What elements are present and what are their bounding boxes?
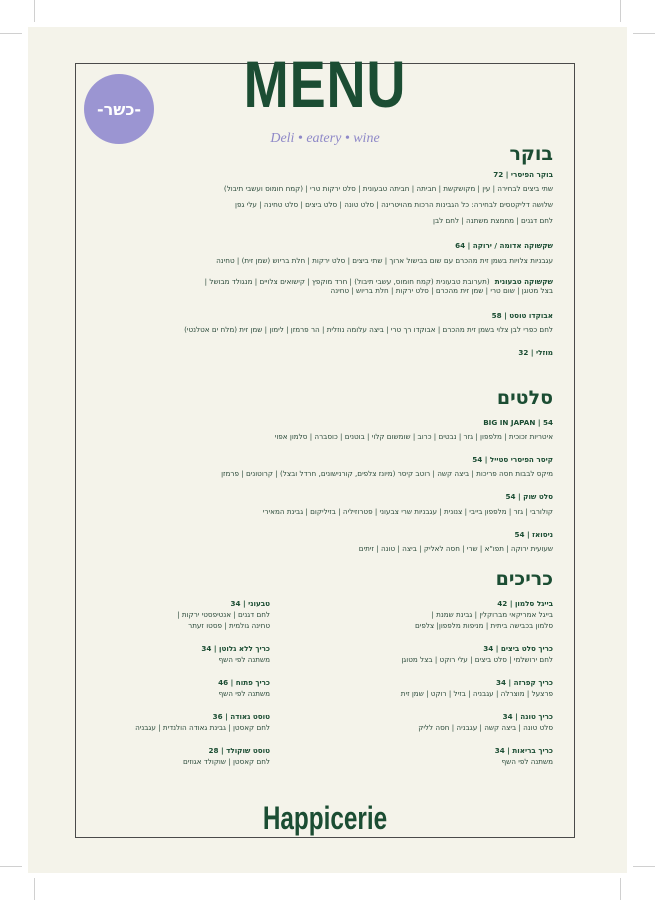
menu-subtitle: Deli • eatery • wine bbox=[270, 131, 380, 146]
menu-item-desc: לחם ירושלמי | סלט ביצים | עלי רוקט | בצל מטוגן bbox=[401, 655, 553, 664]
menu-item-desc: לחם קאסטן | שוקולד אגוזים bbox=[182, 757, 270, 766]
menu-item-name: כריך טונה | 34 bbox=[502, 712, 553, 721]
menu-item-name: מוזלי | 32 bbox=[518, 348, 553, 357]
menu-item-desc: משתנה לפי השף bbox=[218, 689, 270, 698]
menu-item-desc: פרצעל | מוצרלה | עגבניה | בזיל | רוקט | שמן זית bbox=[400, 689, 553, 698]
menu-item-desc: משתנה לפי השף bbox=[218, 655, 270, 664]
menu-item-desc: סלמון בכבישה ביתית | מניפות מלפפון| צלפים bbox=[414, 621, 553, 630]
menu-item-name: טבעוני | 34 bbox=[230, 599, 270, 608]
menu-item-name: כריך בריאות | 34 bbox=[494, 746, 553, 755]
menu-item-desc: (תערובת טבעונית (קמח חומוס, עשבי תיבול) | חרד מוקפץ | קישואים צלויים | מנגולד מבושל | bbox=[204, 277, 490, 286]
menu-item-name: כריך קפרזה | 34 bbox=[496, 678, 553, 687]
crop-mark bbox=[620, 0, 621, 22]
crop-mark bbox=[34, 0, 35, 22]
menu-item-desc: טחינה גולמית | פסטו זעתר bbox=[188, 621, 270, 630]
menu-item-desc: בצל מטוגן | שום טרי | שמן זית מהכרם | סלט ירקות | חלת בריוש | טחינה bbox=[330, 286, 553, 295]
section-title-salads: סלטים bbox=[496, 387, 553, 409]
menu-item-desc: לחם דגנים | מחמצת משתנה | לחם לבן bbox=[433, 216, 553, 225]
menu-item-name: שקשוקה טבעונית bbox=[494, 277, 553, 286]
menu-item-name: כריך ללא גלוטן | 34 bbox=[201, 644, 270, 653]
menu-item-desc: בייגל אמריקאי מברוקלין | גבינת שמנת | bbox=[431, 610, 553, 619]
menu-item-name: טוסט גאודה | 36 bbox=[212, 712, 270, 721]
menu-item-name: שקשוקה אדומה / ירוקה | 64 bbox=[455, 241, 553, 250]
menu-item-name: כריך פתוח | 46 bbox=[218, 678, 270, 687]
crop-mark bbox=[0, 866, 22, 867]
crop-mark bbox=[34, 878, 35, 900]
crop-mark bbox=[620, 878, 621, 900]
menu-item-name: טוסט שוקולד | 28 bbox=[208, 746, 270, 755]
menu-item-desc: סלט טונה | ביצה קשה | עגבניה | חסה לליק bbox=[418, 723, 553, 732]
menu-item-name: כריך סלט ביצים | 34 bbox=[483, 644, 553, 653]
menu-title: MENU bbox=[243, 47, 407, 121]
menu-item-desc: איטריות זכוכית | מלפפון | גזר | נבטים | כרוב | שומשום קלוי | בוטנים | כוסברה | סלמון אפוי bbox=[274, 432, 553, 441]
menu-item-desc: שתי ביצים לבחירה | עין | מקושקשת | חביתה | חביתה טבעונית | סלט ירקות טרי | (קמח חומוס ועשבי תיבול) bbox=[223, 184, 553, 193]
menu-item-desc: עגבניות צלויות בשמן זית מהכרם עם שום בבישול ארוך | שתי ביצים | סלט ירקות | חלת בריוש (שמן זית) | טחינה bbox=[216, 256, 553, 265]
menu-item-name: אבוקדו טוסט | 58 bbox=[491, 311, 553, 320]
menu-item-desc: שעועית ירוקה | תפו"א | שרי | חסה לאליק | ביצה | טונה | זיתים bbox=[358, 544, 553, 553]
menu-item-name: ניסואז | 54 bbox=[514, 530, 553, 539]
menu-item-desc: משתנה לפי השף bbox=[501, 757, 553, 766]
menu-item-name: BIG IN JAPAN | 54 bbox=[483, 418, 553, 427]
menu-item-desc: לחם כפרי לבן צלוי בשמן זית מהכרם | אבוקדו רך טרי | ביצה עלומה נוזלית | הר פרמזן | לימון | שמן זית (מלח ים אטלנטי) bbox=[184, 325, 553, 334]
section-title-morning: בוקר bbox=[509, 143, 553, 165]
menu-item-name: סלט שוק | 54 bbox=[505, 492, 553, 501]
menu-item-desc: לחם קאסטן | גבינת גאודה הולנדית | עגבניה bbox=[135, 723, 270, 732]
sandwich-column-right bbox=[353, 598, 553, 767]
sandwich-column-left bbox=[120, 598, 270, 767]
kosher-label: -כשר- bbox=[96, 99, 142, 119]
menu-item-name: קיסר הפיסרי סטייל | 54 bbox=[472, 455, 553, 464]
crop-mark bbox=[0, 33, 22, 34]
section-title-sandwiches: כריכים bbox=[495, 568, 553, 590]
menu-item-name: בייגל סלמון | 42 bbox=[497, 599, 553, 608]
menu-item-desc: קולורבי | גזר | מלפפון בייבי | צנונית | עגבניות שרי צבעוני | פטרוזיליה | בזיליקום | גבינת המאירי bbox=[262, 507, 553, 516]
menu-item-desc: שלושה דליקטסים לבחירה: כל הגבינות הרכות מהויטרינה | סלט טונה | סלט ביצים | סלט טחינה | עלי גפן bbox=[235, 200, 553, 209]
crop-mark bbox=[633, 866, 655, 867]
menu-item-desc: לחם דגנים | אנטיפסטי ירקות | bbox=[177, 610, 270, 619]
menu-item-desc: מיקס לבבות חסה פריכות | ביצה קשה | רוטב קיסר (מיונז צלפים, קורנישונים, חרדל ובצל) | קרוטונים | פרמזן bbox=[221, 469, 553, 478]
kosher-badge bbox=[84, 74, 154, 144]
crop-mark bbox=[633, 33, 655, 34]
menu-item-name: בוקר הפיסרי | 72 bbox=[493, 170, 553, 179]
brand-logo: Happicerie bbox=[262, 800, 388, 836]
